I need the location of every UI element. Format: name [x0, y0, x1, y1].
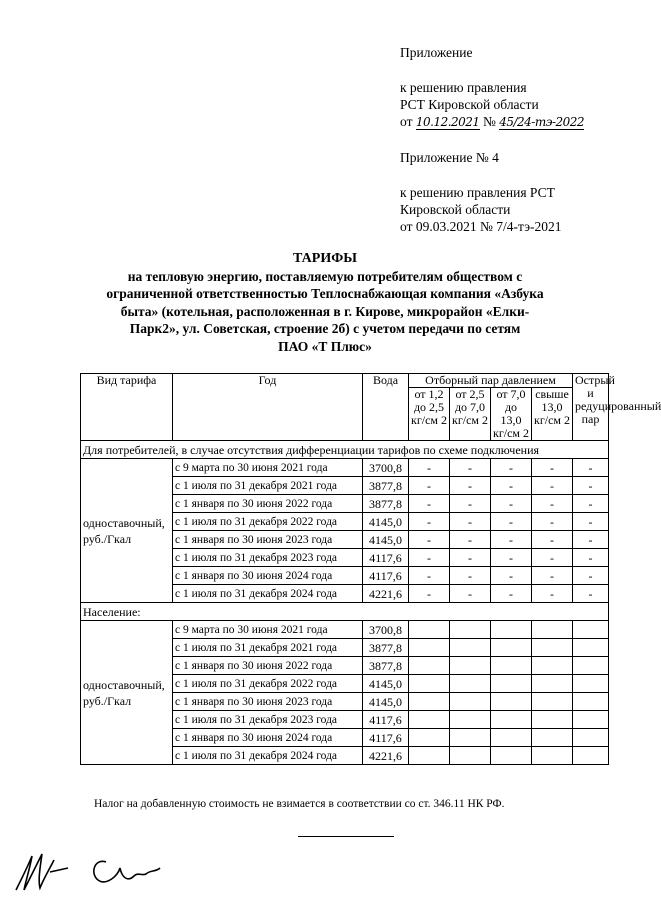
- steam-value-cell: [409, 729, 450, 747]
- steam-value-cell: -: [450, 477, 491, 495]
- steam-value-cell: [532, 657, 573, 675]
- steam-value-cell: -: [573, 549, 609, 567]
- steam-value-cell: -: [573, 531, 609, 549]
- separator-line: [298, 836, 394, 837]
- title-main: ТАРИФЫ: [293, 251, 357, 266]
- tariff-kind: одноставочный, руб./Гкал: [81, 459, 173, 603]
- steam-value-cell: -: [491, 549, 532, 567]
- decision-line2: РСТ Кировской области: [400, 97, 539, 112]
- water-value-cell: 4117,6: [363, 567, 409, 585]
- steam-value-cell: [491, 693, 532, 711]
- water-value-cell: 3877,8: [363, 477, 409, 495]
- header-steam-group: Отборный пар давлением: [409, 374, 573, 388]
- steam-value-cell: [573, 711, 609, 729]
- steam-value-cell: -: [450, 495, 491, 513]
- steam-value-cell: -: [450, 513, 491, 531]
- handwritten-date: 10.12.2021: [415, 115, 480, 129]
- steam-value-cell: [532, 711, 573, 729]
- steam-value-cell: [491, 675, 532, 693]
- steam-value-cell: -: [409, 567, 450, 585]
- steam-value-cell: [450, 675, 491, 693]
- header-steam3: от 7,0 до 13,0 кг/см 2: [491, 388, 532, 441]
- header-steam4: свыше 13,0 кг/см 2: [532, 388, 573, 441]
- period-cell: с 1 января по 30 июня 2022 года: [173, 657, 363, 675]
- water-value-cell: 4117,6: [363, 549, 409, 567]
- period-cell: с 1 июля по 31 декабря 2024 года: [173, 747, 363, 765]
- date-prefix: от: [400, 114, 413, 129]
- steam-value-cell: -: [573, 459, 609, 477]
- steam-value-cell: -: [450, 567, 491, 585]
- period-cell: с 1 июля по 31 декабря 2021 года: [173, 477, 363, 495]
- steam-value-cell: -: [491, 513, 532, 531]
- steam-value-cell: [450, 639, 491, 657]
- handwritten-number: 45/24-тэ-2022: [499, 115, 585, 129]
- steam-value-cell: [450, 693, 491, 711]
- decision-line1: к решению правления: [400, 80, 527, 95]
- header-water: Вода: [363, 374, 409, 441]
- period-cell: с 9 марта по 30 июня 2021 года: [173, 621, 363, 639]
- header-steam2: от 2,5 до 7,0 кг/см 2: [450, 388, 491, 441]
- steam-value-cell: -: [450, 531, 491, 549]
- tariff-table: [80, 373, 661, 765]
- steam-value-cell: -: [409, 531, 450, 549]
- steam-value-cell: [573, 747, 609, 765]
- appendix-4: Приложение № 4: [400, 150, 499, 165]
- steam-value-cell: [573, 657, 609, 675]
- steam-value-cell: [491, 639, 532, 657]
- water-value-cell: 3877,8: [363, 495, 409, 513]
- steam-value-cell: -: [532, 495, 573, 513]
- period-cell: с 1 января по 30 июня 2023 года: [173, 693, 363, 711]
- period-cell: с 1 июля по 31 декабря 2021 года: [173, 639, 363, 657]
- steam-value-cell: [532, 621, 573, 639]
- ref-line3: от 09.03.2021 № 7/4-тэ-2021: [400, 219, 562, 234]
- steam-value-cell: -: [573, 495, 609, 513]
- steam-value-cell: [573, 639, 609, 657]
- document-title: [80, 250, 570, 355]
- steam-value-cell: -: [573, 477, 609, 495]
- steam-value-cell: [532, 639, 573, 657]
- section2-label: Население:: [81, 603, 609, 621]
- steam-value-cell: [532, 747, 573, 765]
- steam-value-cell: -: [491, 477, 532, 495]
- steam-value-cell: -: [532, 459, 573, 477]
- title-line2: на тепловую энергию, поставляемую потребителям обществом с: [127, 268, 523, 284]
- steam-value-cell: [409, 747, 450, 765]
- water-value-cell: 3700,8: [363, 621, 409, 639]
- period-cell: с 1 июля по 31 декабря 2023 года: [173, 549, 363, 567]
- steam-value-cell: -: [491, 495, 532, 513]
- period-cell: с 1 июля по 31 декабря 2022 года: [173, 513, 363, 531]
- steam-value-cell: [532, 693, 573, 711]
- water-value-cell: 4117,6: [363, 729, 409, 747]
- number-prefix: №: [482, 114, 496, 129]
- steam-value-cell: [573, 729, 609, 747]
- steam-value-cell: -: [532, 585, 573, 603]
- steam-value-cell: -: [409, 585, 450, 603]
- header-steam1: от 1,2 до 2,5 кг/см 2: [409, 388, 450, 441]
- ref-line1: к решению правления РСТ: [400, 185, 555, 200]
- steam-value-cell: [409, 657, 450, 675]
- steam-value-cell: -: [491, 567, 532, 585]
- steam-value-cell: -: [409, 549, 450, 567]
- decision-date-line: [400, 113, 584, 131]
- title-line3: ограниченной ответственностью Теплоснабжающая компания «Азбука: [106, 286, 544, 301]
- table-row: [81, 621, 609, 639]
- steam-value-cell: [450, 729, 491, 747]
- steam-value-cell: [491, 729, 532, 747]
- steam-value-cell: [573, 621, 609, 639]
- title-line5: Парк2», ул. Советская, строение 2б) с учетом передачи по сетям: [129, 321, 521, 336]
- steam-value-cell: [532, 675, 573, 693]
- steam-value-cell: -: [573, 567, 609, 585]
- period-cell: с 1 июля по 31 декабря 2023 года: [173, 711, 363, 729]
- steam-value-cell: -: [532, 513, 573, 531]
- steam-value-cell: -: [532, 531, 573, 549]
- water-value-cell: 4145,0: [363, 531, 409, 549]
- period-cell: с 1 января по 30 июня 2024 года: [173, 567, 363, 585]
- period-cell: с 1 января по 30 июня 2024 года: [173, 729, 363, 747]
- vat-footnote: Налог на добавленную стоимость не взимается в соответствии со ст. 346.11 НК РФ.: [94, 798, 505, 810]
- steam-value-cell: -: [409, 513, 450, 531]
- title-line6: ПАО «Т Плюс»: [278, 338, 372, 354]
- steam-value-cell: [573, 693, 609, 711]
- water-value-cell: 4221,6: [363, 585, 409, 603]
- steam-value-cell: [409, 639, 450, 657]
- period-cell: с 1 июля по 31 декабря 2024 года: [173, 585, 363, 603]
- steam-value-cell: [532, 729, 573, 747]
- water-value-cell: 4145,0: [363, 513, 409, 531]
- ref-line2: Кировской области: [400, 202, 511, 217]
- steam-value-cell: -: [409, 459, 450, 477]
- header-year: Год: [173, 374, 363, 441]
- table-row: [81, 459, 609, 477]
- steam-value-cell: -: [450, 549, 491, 567]
- steam-value-cell: [409, 675, 450, 693]
- steam-value-cell: [409, 621, 450, 639]
- steam-value-cell: [409, 711, 450, 729]
- period-cell: с 1 января по 30 июня 2023 года: [173, 531, 363, 549]
- steam-value-cell: [450, 747, 491, 765]
- water-value-cell: 3877,8: [363, 639, 409, 657]
- title-line4: быта» (котельная, расположенная в г. Кирове, микрорайон «Елки-: [120, 303, 530, 319]
- appendix-top: Приложение: [400, 45, 473, 60]
- water-value-cell: 4117,6: [363, 711, 409, 729]
- steam-value-cell: [491, 657, 532, 675]
- water-value-cell: 4145,0: [363, 693, 409, 711]
- header-block: [400, 44, 584, 235]
- steam-value-cell: -: [450, 459, 491, 477]
- steam-value-cell: [491, 621, 532, 639]
- steam-value-cell: -: [491, 459, 532, 477]
- header-sharp-steam: Острый и редуцированный пар: [573, 374, 609, 441]
- steam-value-cell: [450, 621, 491, 639]
- section1-label: Для потребителей, в случае отсутствия дифференциации тарифов по схеме подключения: [81, 441, 609, 459]
- steam-value-cell: -: [532, 549, 573, 567]
- steam-value-cell: -: [491, 585, 532, 603]
- tariff-kind: одноставочный, руб./Гкал: [81, 621, 173, 765]
- period-cell: с 1 июля по 31 декабря 2022 года: [173, 675, 363, 693]
- steam-value-cell: -: [409, 495, 450, 513]
- period-cell: с 9 марта по 30 июня 2021 года: [173, 459, 363, 477]
- steam-value-cell: -: [532, 567, 573, 585]
- steam-value-cell: -: [450, 585, 491, 603]
- steam-value-cell: [573, 675, 609, 693]
- steam-value-cell: [491, 711, 532, 729]
- steam-value-cell: [450, 657, 491, 675]
- period-cell: с 1 января по 30 июня 2022 года: [173, 495, 363, 513]
- water-value-cell: 3877,8: [363, 657, 409, 675]
- steam-value-cell: -: [573, 585, 609, 603]
- water-value-cell: 3700,8: [363, 459, 409, 477]
- steam-value-cell: [409, 693, 450, 711]
- steam-value-cell: [450, 711, 491, 729]
- header-kind: Вид тарифа: [81, 374, 173, 441]
- steam-value-cell: -: [409, 477, 450, 495]
- steam-value-cell: -: [491, 531, 532, 549]
- steam-value-cell: -: [532, 477, 573, 495]
- water-value-cell: 4145,0: [363, 675, 409, 693]
- water-value-cell: 4221,6: [363, 747, 409, 765]
- steam-value-cell: -: [573, 513, 609, 531]
- steam-value-cell: [491, 747, 532, 765]
- signature: [10, 848, 170, 896]
